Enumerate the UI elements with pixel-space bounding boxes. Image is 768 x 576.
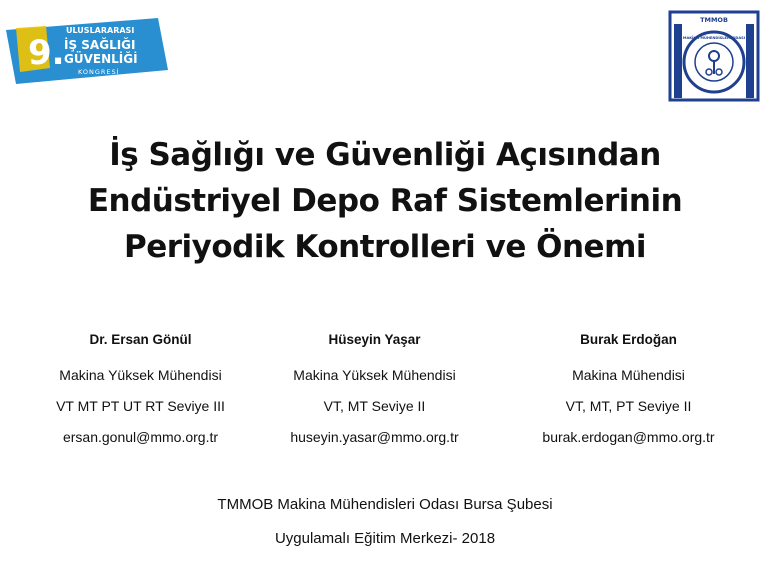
- congress-logo: [6, 18, 170, 84]
- author-role: Makina Mühendisi: [572, 367, 685, 383]
- tmmob-ring-text: MAKİNA MÜHENDİSLERİ ODASI: [682, 36, 746, 40]
- author-name: Hüseyin Yaşar: [328, 332, 421, 347]
- author-email: ersan.gonul@mmo.org.tr: [62, 429, 219, 445]
- tmmob-logo: [668, 10, 760, 102]
- author-cert: VT, MT, PT Seviye II: [565, 398, 692, 414]
- author-role: Makina Yüksek Mühendisi: [59, 367, 222, 383]
- author-name: Burak Erdoğan: [580, 332, 677, 347]
- congress-line3: GÜVENLİĞİ: [64, 52, 138, 66]
- title-line-2: Endüstriyel Depo Raf Sistemlerinin: [87, 183, 683, 219]
- congress-line2: İŞ SAĞLIĞI: [64, 38, 136, 52]
- author-role: Makina Yüksek Mühendisi: [293, 367, 456, 383]
- author-name: Dr. Ersan Gönül: [89, 332, 192, 347]
- congress-line1: ULUSLARARASI: [66, 26, 135, 35]
- presentation-title: [40, 132, 730, 270]
- congress-number: 9.: [28, 33, 65, 73]
- author-email: huseyin.yasar@mmo.org.tr: [290, 429, 459, 445]
- author-block-2: [272, 328, 477, 453]
- author-cert: VT, MT Seviye II: [323, 398, 426, 414]
- author-block-1: [38, 328, 243, 453]
- congress-line4: KONGRESİ: [78, 68, 120, 76]
- tmmob-top-text: TMMOB: [700, 16, 728, 24]
- center-year-line: Uygulamalı Eğitim Merkezi- 2018: [274, 530, 496, 547]
- organization-line: TMMOB Makina Mühendisleri Odası Bursa Şubesi: [217, 496, 553, 513]
- author-email: burak.erdogan@mmo.org.tr: [542, 429, 715, 445]
- title-line-3: Periyodik Kontrolleri ve Önemi: [123, 229, 647, 265]
- title-line-1: İş Sağlığı ve Güvenliği Açısından: [109, 137, 661, 173]
- author-cert: VT MT PT UT RT Seviye III: [56, 398, 225, 414]
- author-block-3: [526, 328, 731, 453]
